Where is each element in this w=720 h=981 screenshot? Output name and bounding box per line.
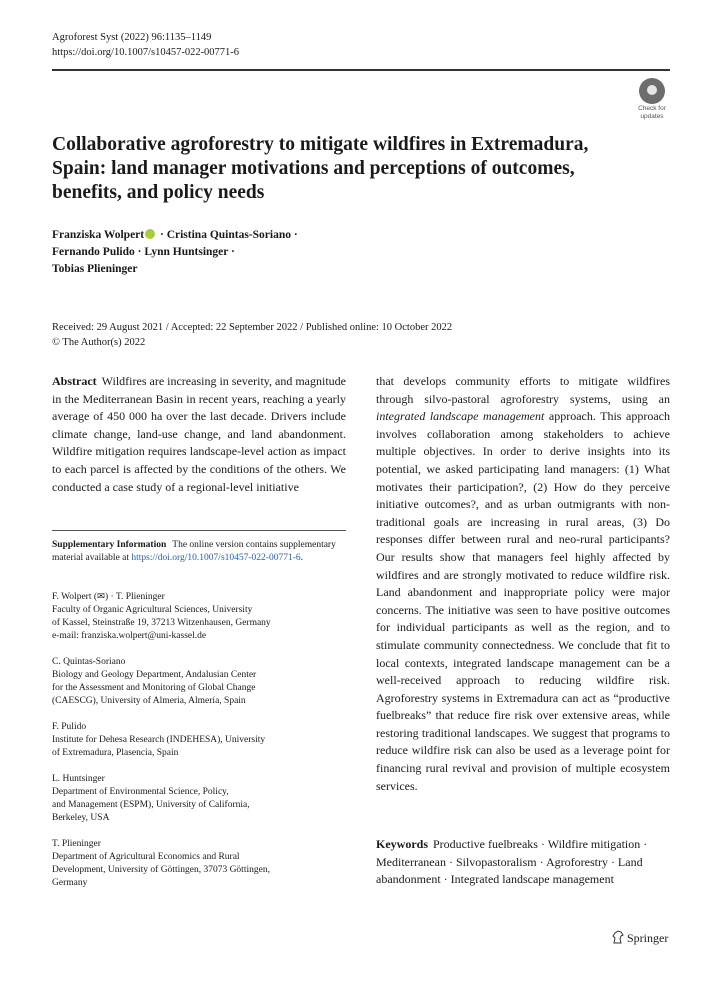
affiliation-line: and Management (ESPM), University of California,	[52, 800, 250, 810]
affiliation-line: Faculty of Organic Agricultural Sciences, University	[52, 605, 253, 615]
dates-line: Received: 29 August 2021 / Accepted: 22 September 2022 / Published online: 10 October 2022	[52, 322, 453, 333]
journal-citation: Agroforest Syst (2022) 96:1135–1149	[52, 32, 212, 43]
supplementary-info	[52, 539, 346, 565]
author-list	[52, 227, 452, 278]
springer-horse-icon	[612, 930, 624, 944]
abstract-emphasis: integrated landscape management	[376, 409, 545, 424]
supplementary-link[interactable]: https://doi.org/10.1007/s10457-022-00771-6	[131, 553, 301, 563]
affiliation-line: Development, University of Göttingen, 37073 Göttingen,	[52, 865, 270, 875]
affiliations	[52, 591, 346, 903]
author-quintas[interactable]: · Cristina Quintas-Soriano ·	[157, 229, 298, 241]
affiliation-plieninger	[52, 838, 346, 890]
copyright-line: © The Author(s) 2022	[52, 337, 146, 348]
affiliation-names: F. Wolpert (✉) · T. Plieninger	[52, 592, 165, 602]
affiliation-names: L. Huntsinger	[52, 774, 105, 784]
affiliation-wolpert	[52, 591, 346, 643]
affiliation-line: Germany	[52, 878, 88, 888]
badge-line1: Check for	[638, 105, 666, 112]
affiliation-line: Institute for Dehesa Research (INDEHESA), University	[52, 735, 266, 745]
affiliation-email[interactable]: e-mail: franziska.wolpert@uni-kassel.de	[52, 631, 207, 641]
affiliation-line: Biology and Geology Department, Andalusian Center	[52, 670, 257, 680]
orcid-icon[interactable]	[145, 229, 155, 239]
supplementary-end: .	[300, 553, 304, 563]
publication-dates	[52, 320, 672, 350]
journal-header	[52, 30, 239, 60]
abstract-heading: Abstract	[52, 374, 97, 388]
springer-logo	[612, 930, 668, 946]
affiliation-line: (CAESCG), University of Almeria, Almería, Spain	[52, 696, 246, 706]
keywords	[376, 836, 670, 889]
affiliation-line: Department of Agricultural Economics and Rural	[52, 852, 240, 862]
affiliation-names: T. Plieninger	[52, 839, 101, 849]
footnote-rule	[52, 530, 346, 531]
abstract-text-1: Wildfires are increasing in severity, and magnitude in the Mediterranean Basin in recent years, reaching a yearly average of 450 000 ha over the last decade. Drivers include climate change, land-use change, and land abandonment. Wildfire mitigation requires landscape-level action as impact to each parcel is affected by the conditions of the others. We conducted a case study of a regional-level initiative	[52, 374, 346, 494]
abstract-col2	[376, 373, 670, 795]
keywords-heading: Keywords	[376, 837, 428, 851]
supplementary-heading: Supplementary Information	[52, 540, 167, 550]
abstract-text-2: that develops community efforts to mitigate wildfires through silvo-pastoral agroforestry systems, using an	[376, 374, 670, 406]
affiliation-quintas	[52, 656, 346, 708]
supplementary-text: The online version contains supplementary material available at	[52, 540, 336, 563]
affiliation-names: F. Pulido	[52, 722, 87, 732]
header-rule	[52, 69, 670, 71]
badge-line2: updates	[640, 113, 664, 120]
affiliation-line: for the Assessment and Monitoring of Global Change	[52, 683, 256, 693]
check-for-updates-badge[interactable]	[632, 78, 672, 118]
affiliation-pulido	[52, 721, 346, 760]
paper-title: Collaborative agroforestry to mitigate wildfires in Extremadura, Spain: land manager motivations and perceptions of outcomes, benefits, and policy needs	[52, 134, 589, 203]
abstract-text-3: approach. This approach involves collaboration among stakeholders to achieve multiple objectives. In order to derive insights into its potential, we asked participating land managers: (1) What motivates their participation?, (2) How do they perceive initiative outcomes?, and as urban outmigrants with non-traditional goals are increasing in rural areas, (3) Do responses differ between rural and neo-rural participants? Our results show that managers feel highly affected by wildfires and are strongly motivated to reduce wildfire risk. Land abandonment and inappropriate policy were major concerns. The initiative was seen to have positive outcomes for individual participants as well as the region, and to stimulate community connectedness. We conclude that fit to local contexts, integrated landscape management can be a well-received approach to reducing wildfire risk. Agroforestry systems in Extremadura can act as “productive fuelbreaks” that reduce fire risk over extensive areas, while restoring traditional landscapes. We suggest that programs to reduce wildfire risk can also be used as a leverage point for financing rural revival and provision of multiple ecosystem services.	[376, 409, 670, 793]
affiliation-line: Department of Environmental Science, Policy,	[52, 787, 229, 797]
affiliation-line: of Kassel, Steinstraße 19, 37213 Witzenhausen, Germany	[52, 618, 271, 628]
check-for-updates-icon	[639, 78, 665, 104]
keywords-text: Productive fuelbreaks · Wildfire mitigation · Mediterranean · Silvopastoralism · Agroforestry · Land abandonment · Integrated landscape management	[376, 837, 648, 887]
affiliation-names: C. Quintas-Soriano	[52, 657, 126, 667]
affiliation-huntsinger	[52, 773, 346, 825]
author-wolpert[interactable]: Franziska Wolpert	[52, 229, 145, 241]
affiliation-line: Berkeley, USA	[52, 813, 110, 823]
springer-label: Springer	[627, 931, 669, 945]
abstract-col1	[52, 373, 346, 496]
author-plieninger[interactable]: Tobias Plieninger	[52, 263, 138, 275]
author-line2[interactable]: Fernando Pulido · Lynn Huntsinger ·	[52, 246, 235, 258]
affiliation-line: of Extremadura, Plasencia, Spain	[52, 748, 179, 758]
journal-doi: https://doi.org/10.1007/s10457-022-00771-6	[52, 47, 240, 58]
